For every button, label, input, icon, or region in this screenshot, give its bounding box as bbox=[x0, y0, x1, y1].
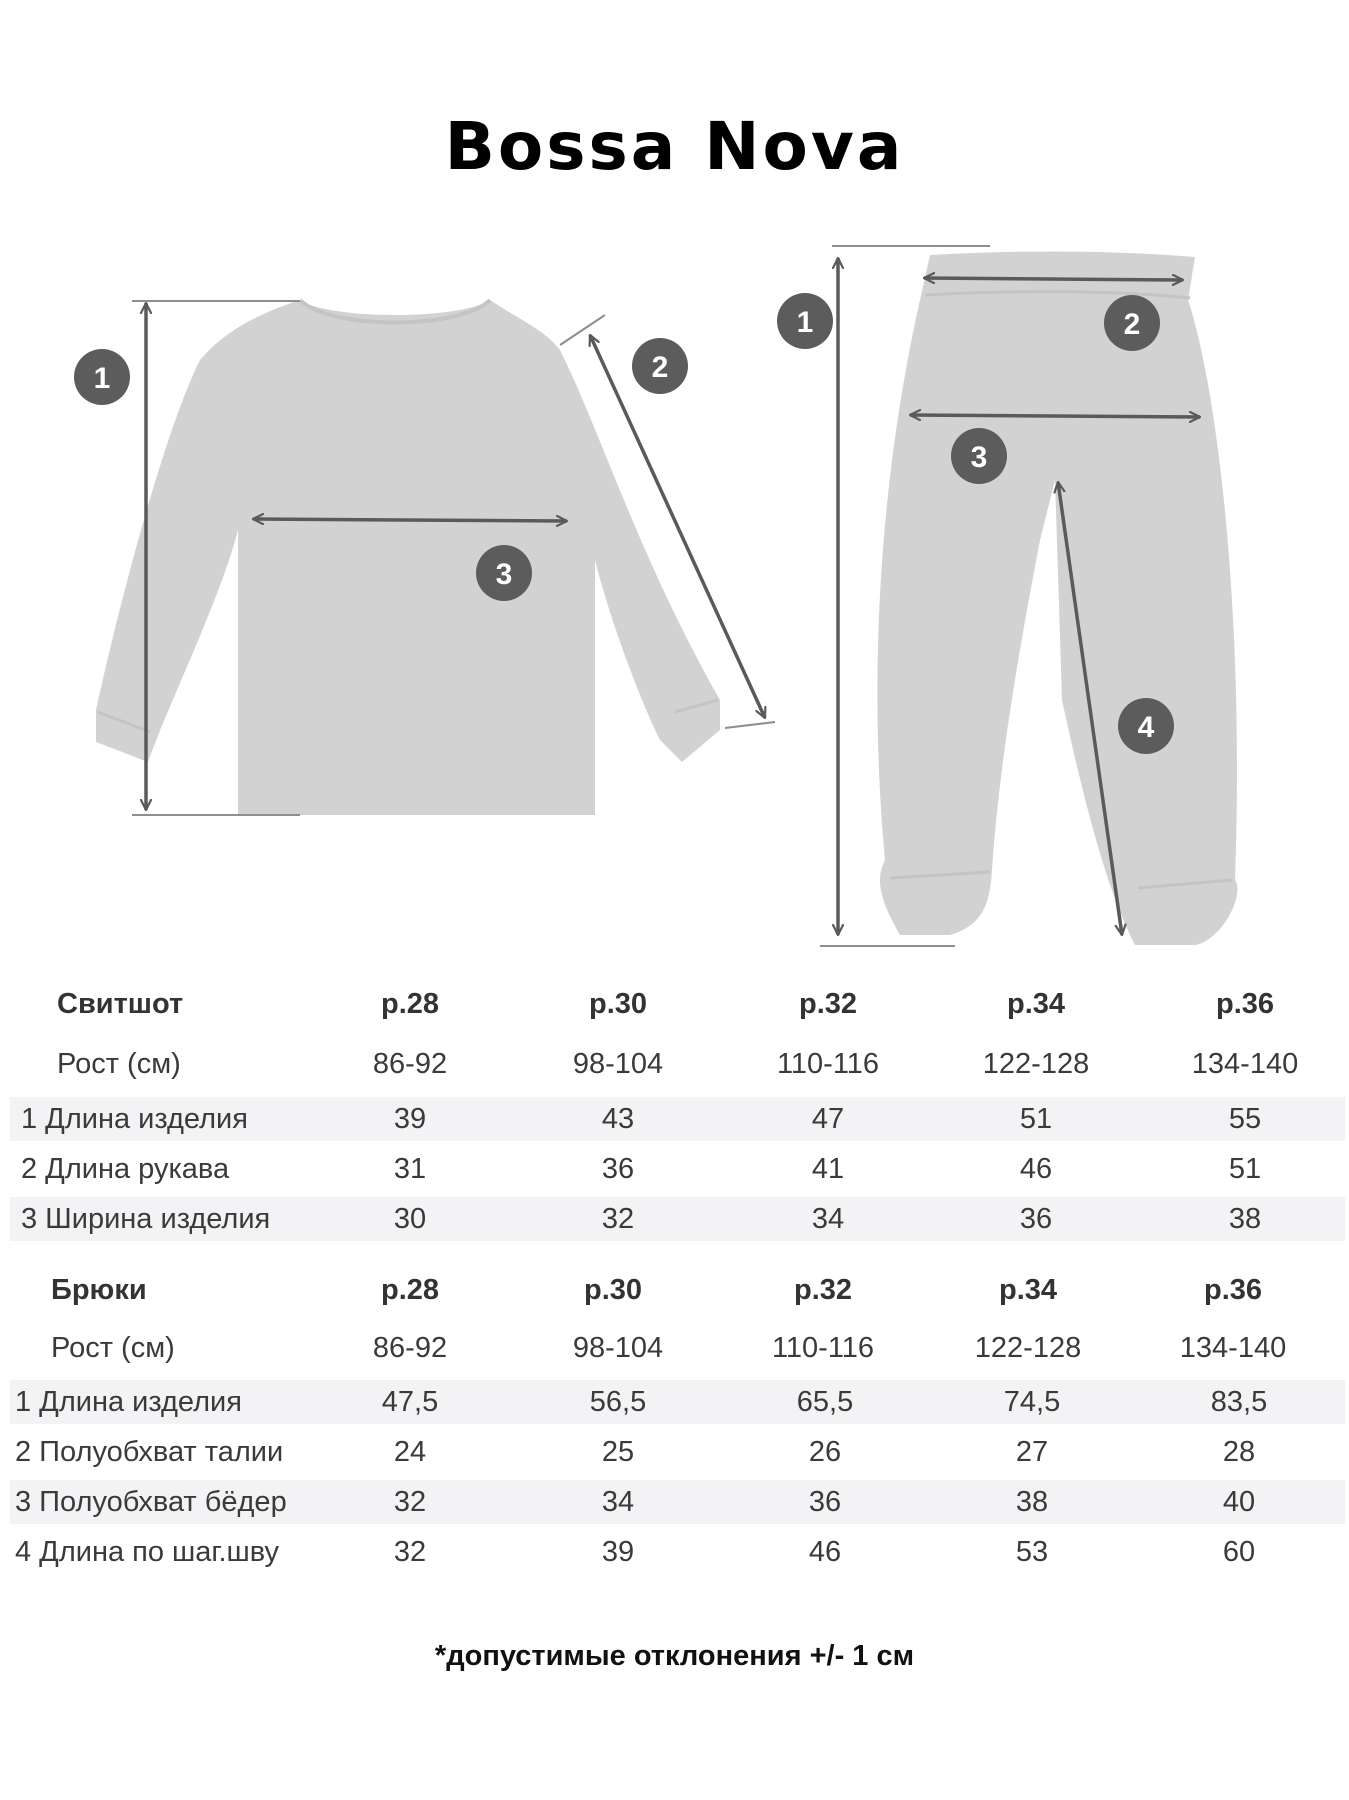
height-value: 110-116 bbox=[771, 1332, 875, 1364]
row-label: 1 Длина изделия bbox=[15, 1386, 242, 1418]
cell-value: 32 bbox=[601, 1203, 635, 1235]
table-row bbox=[10, 1530, 1345, 1574]
sweatshirt-height-row bbox=[10, 1042, 1345, 1086]
cell-value: 24 bbox=[393, 1436, 427, 1468]
height-label: Рост (см) bbox=[51, 1332, 175, 1364]
cell-value: 60 bbox=[1222, 1536, 1256, 1568]
cell-value: 65,5 bbox=[796, 1386, 854, 1418]
cell-value: 36 bbox=[808, 1486, 842, 1518]
cell-value: 36 bbox=[601, 1153, 635, 1185]
cell-value: 40 bbox=[1222, 1486, 1256, 1518]
size-header: р.36 bbox=[1215, 988, 1275, 1020]
cell-value: 46 bbox=[1019, 1153, 1053, 1185]
cell-value: 36 bbox=[1019, 1203, 1053, 1235]
tolerance-note: *допустимые отклонения +/- 1 см bbox=[434, 1640, 915, 1672]
cell-value: 53 bbox=[1015, 1536, 1049, 1568]
cell-value: 39 bbox=[393, 1103, 427, 1135]
cell-value: 56,5 bbox=[589, 1386, 647, 1418]
table-row bbox=[10, 1380, 1345, 1424]
cell-value: 51 bbox=[1019, 1103, 1053, 1135]
table-row bbox=[10, 1430, 1345, 1474]
height-value: 98-104 bbox=[572, 1048, 664, 1080]
size-header: р.28 bbox=[380, 1274, 440, 1306]
pants-figure bbox=[777, 246, 1237, 946]
size-header: р.30 bbox=[583, 1274, 643, 1306]
marker-2-label: 2 bbox=[651, 351, 669, 384]
cell-value: 27 bbox=[1015, 1436, 1049, 1468]
sweatshirt-figure bbox=[74, 300, 775, 815]
cell-value: 34 bbox=[811, 1203, 845, 1235]
pants-size-header-row bbox=[10, 1268, 1345, 1312]
size-header: р.34 bbox=[1006, 988, 1066, 1020]
cell-value: 83,5 bbox=[1210, 1386, 1268, 1418]
cell-value: 39 bbox=[601, 1536, 635, 1568]
cell-value: 34 bbox=[601, 1486, 635, 1518]
pants-marker-2-label: 2 bbox=[1123, 308, 1141, 341]
height-value: 86-92 bbox=[372, 1332, 448, 1364]
brand-title: Bossa Nova bbox=[444, 108, 905, 185]
table-row bbox=[10, 1480, 1345, 1524]
cell-value: 30 bbox=[393, 1203, 427, 1235]
height-value: 86-92 bbox=[372, 1048, 448, 1080]
marker-3-label: 3 bbox=[495, 558, 513, 591]
cell-value: 32 bbox=[393, 1486, 427, 1518]
row-label: 1 Длина изделия bbox=[21, 1103, 248, 1135]
height-value: 110-116 bbox=[776, 1048, 880, 1080]
cell-value: 25 bbox=[601, 1436, 635, 1468]
table-row bbox=[10, 1197, 1345, 1241]
cell-value: 32 bbox=[393, 1536, 427, 1568]
height-value: 134-140 bbox=[1191, 1048, 1299, 1080]
row-label: 2 Длина рукава bbox=[21, 1153, 230, 1185]
cell-value: 26 bbox=[808, 1436, 842, 1468]
pants-marker-3-label: 3 bbox=[970, 441, 988, 474]
cell-value: 28 bbox=[1222, 1436, 1256, 1468]
cell-value: 74,5 bbox=[1003, 1386, 1061, 1418]
cell-value: 38 bbox=[1015, 1486, 1049, 1518]
height-value: 122-128 bbox=[982, 1048, 1090, 1080]
sweatshirt-shape bbox=[93, 300, 720, 815]
height-value: 134-140 bbox=[1179, 1332, 1287, 1364]
height-label: Рост (см) bbox=[57, 1048, 181, 1080]
height-value: 98-104 bbox=[572, 1332, 664, 1364]
size-header: р.34 bbox=[998, 1274, 1058, 1306]
size-header: р.36 bbox=[1203, 1274, 1263, 1306]
sweatshirt-sleeve-guide-top bbox=[560, 315, 605, 345]
row-label: 4 Длина по шаг.шву bbox=[15, 1536, 280, 1568]
pants-hip-arrow bbox=[910, 415, 1200, 417]
pants-shape bbox=[877, 251, 1237, 945]
cell-value: 41 bbox=[811, 1153, 845, 1185]
sweatshirt-width-arrow bbox=[253, 519, 567, 521]
row-label: 3 Ширина изделия bbox=[21, 1203, 271, 1235]
size-header: р.32 bbox=[793, 1274, 853, 1306]
pants-table-title: Брюки bbox=[51, 1274, 147, 1306]
cell-value: 55 bbox=[1228, 1103, 1262, 1135]
cell-value: 47,5 bbox=[381, 1386, 439, 1418]
sweatshirt-size-header-row bbox=[10, 982, 1345, 1026]
cell-value: 31 bbox=[393, 1153, 427, 1185]
cell-value: 51 bbox=[1228, 1153, 1262, 1185]
size-header: р.30 bbox=[588, 988, 648, 1020]
sweatshirt-table-title: Свитшот bbox=[57, 988, 184, 1020]
cell-value: 47 bbox=[811, 1103, 845, 1135]
cell-value: 38 bbox=[1228, 1203, 1262, 1235]
sweatshirt-sleeve-guide-bottom bbox=[725, 722, 775, 728]
pants-height-row bbox=[10, 1326, 1345, 1370]
height-value: 122-128 bbox=[974, 1332, 1082, 1364]
table-row bbox=[10, 1147, 1345, 1191]
pants-waist-arrow bbox=[924, 278, 1183, 280]
cell-value: 43 bbox=[601, 1103, 635, 1135]
size-header: р.32 bbox=[798, 988, 858, 1020]
size-header: р.28 bbox=[380, 988, 440, 1020]
pants-marker-1-label: 1 bbox=[796, 306, 814, 339]
cell-value: 46 bbox=[808, 1536, 842, 1568]
marker-1-label: 1 bbox=[93, 362, 111, 395]
row-label: 3 Полуобхват бёдер bbox=[15, 1486, 287, 1518]
row-label: 2 Полуобхват талии bbox=[15, 1436, 284, 1468]
pants-marker-4-label: 4 bbox=[1137, 711, 1155, 744]
table-row bbox=[10, 1097, 1345, 1141]
